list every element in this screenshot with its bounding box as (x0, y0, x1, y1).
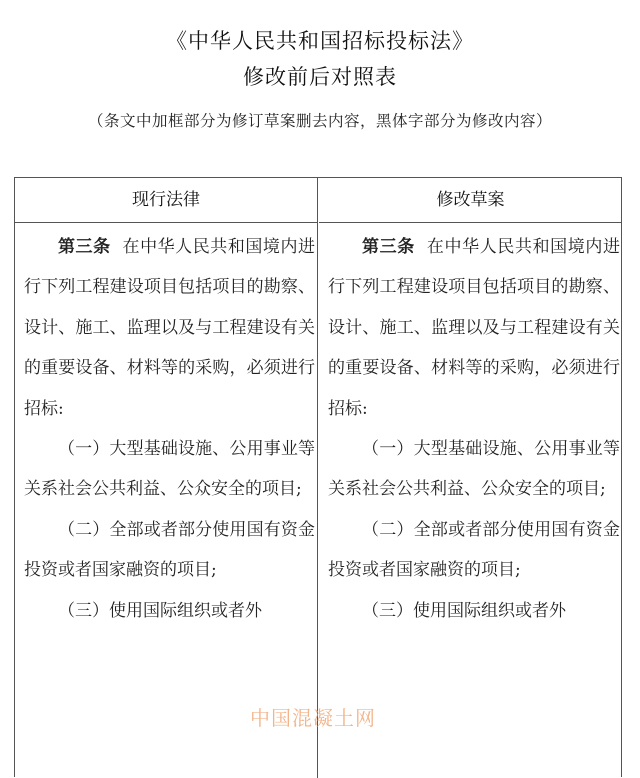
draft-amendment-heading: 修改草案 (319, 178, 622, 223)
clause-3: （三）使用国际组织或者外 (58, 600, 262, 621)
current-law-body (15, 223, 317, 631)
clause-2: （二）全部或者部分使用国有资金投资或者国家融资的项目; (328, 519, 620, 581)
clause-3: （三）使用国际组织或者外 (362, 600, 566, 621)
document-subtitle: 修改前后对照表 (243, 65, 397, 89)
current-law-heading: 现行法律 (15, 178, 317, 223)
clause-1: （一）大型基础设施、公用事业等关系社会公共利益、公众安全的项目; (328, 439, 620, 500)
clause-1: （一）大型基础设施、公用事业等关系社会公共利益、公众安全的项目; (24, 439, 315, 500)
site-watermark: 中国混凝土网 (250, 706, 376, 730)
current-law-column (15, 178, 318, 778)
document-title: 《中华人民共和国招标投标法》 (166, 29, 474, 53)
draft-amendment-body (319, 223, 622, 631)
revision-note: （条文中加框部分为修订草案删去内容，黑体字部分为修改内容） (87, 112, 552, 130)
draft-amendment-column (319, 178, 622, 778)
article-text: 在中华人民共和国境内进行下列工程建设项目包括项目的勘察、设计、施工、监理以及与工程建设有关的重要设备、材料等的采购，必须进行招标: (24, 237, 316, 419)
comparison-table (14, 177, 622, 777)
article-paragraph (328, 227, 620, 429)
article-paragraph (24, 227, 315, 429)
article-number: 第三条 (58, 237, 111, 257)
article-number: 第三条 (362, 237, 415, 257)
article-text: 在中华人民共和国境内进行下列工程建设项目包括项目的勘察、设计、施工、监理以及与工程建设有关的重要设备、材料等的采购，必须进行招标: (328, 237, 621, 419)
clause-2: （二）全部或者部分使用国有资金投资或者国家融资的项目; (24, 519, 315, 581)
